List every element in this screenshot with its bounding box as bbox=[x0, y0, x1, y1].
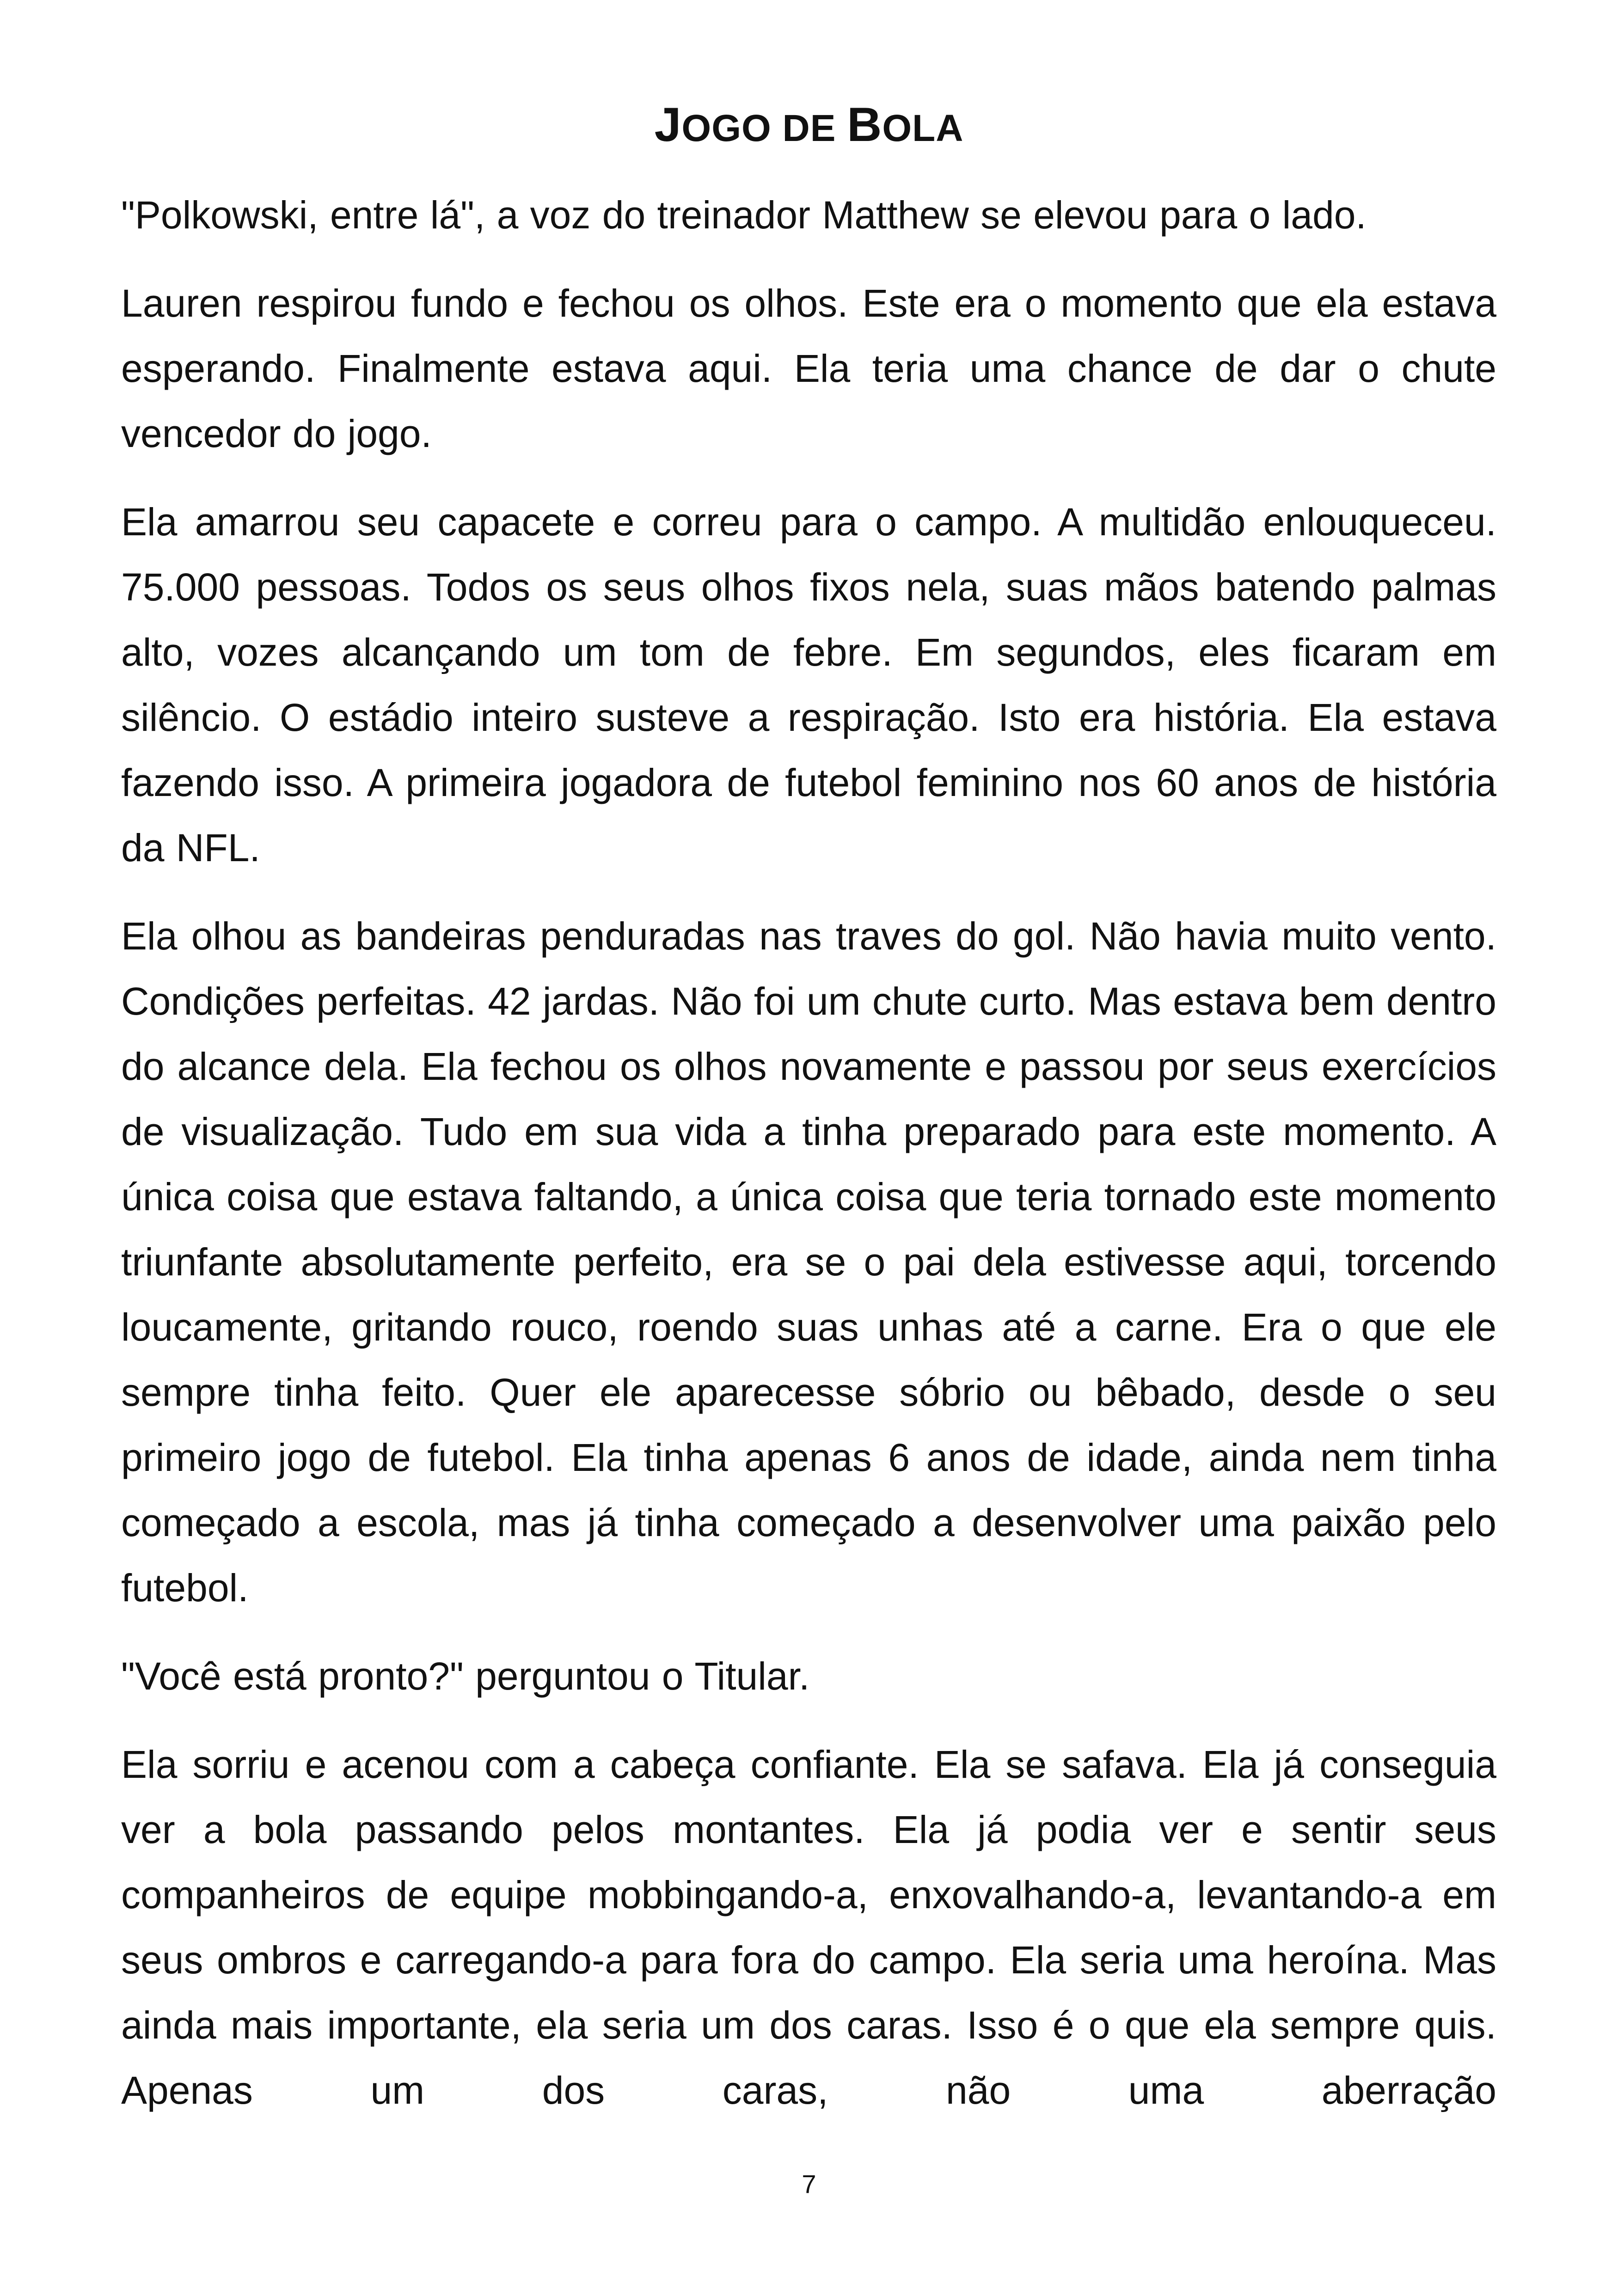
title-smallcaps-1: OGO DE bbox=[681, 107, 847, 149]
paragraph-2: Lauren respirou fundo e fechou os olhos. Este era o momento que ela estava esperando. Finalmente estava aqui. Ela teria uma chance de dar o chute vencedor do jogo. bbox=[121, 282, 1496, 455]
title-initial-b: B bbox=[847, 98, 883, 152]
paragraph-3: Ela amarrou seu capacete e correu para o campo. A multidão enlouqueceu. 75.000 pessoas. Todos os seus olhos fixos nela, suas mãos batendo palmas alto, vozes alcançando um tom de febre. Em segundos, eles ficaram em silêncio. O estádio inteiro susteve a respiração. Isto era história. Ela estava fazendo isso. A primeira jogadora de futebol feminino nos 60 anos de história da NFL. bbox=[121, 500, 1496, 869]
title-smallcaps-2: OLA bbox=[882, 107, 964, 149]
paragraph-4: Ela olhou as bandeiras penduradas nas traves do gol. Não havia muito vento. Condições perfeitas. 42 jardas. Não foi um chute curto. Mas estava bem dentro do alcance dela. Ela fechou os olhos novamente e passou por seus exercícios de visualização. Tudo em sua vida a tinha preparado para este momento. A única coisa que estava faltando, a única coisa que teria tornado este momento triunfante absolutamente perfeito, era se o pai dela estivesse aqui, torcendo loucamente, gritando rouco, roendo suas unhas até a carne. Era o que ele sempre tinha feito. Quer ele aparecesse sóbrio ou bêbado, desde o seu primeiro jogo de futebol. Ela tinha apenas 6 anos de idade, ainda nem tinha começado a escola, mas já tinha começado a desenvolver uma paixão pelo futebol. bbox=[121, 914, 1496, 1610]
chapter-title bbox=[0, 92, 1618, 161]
page-number: 7 bbox=[802, 2169, 816, 2198]
paragraph-6: Ela sorriu e acenou com a cabeça confiante. Ela se safava. Ela já conseguia ver a bola passando pelos montantes. Ela já podia ver e sentir seus companheiros de equipe mobbingando-a, enxovalhando-a, levantando-a em seus ombros e carregando-a para fora do campo. Ela seria uma heroína. Mas ainda mais importante, ela seria um dos caras. Isso é o que ela sempre quis. Apenas um dos caras, não uma aberração bbox=[121, 1743, 1496, 2112]
paragraph-5: "Você está pronto?" perguntou o Titular. bbox=[121, 1654, 810, 1698]
title-initial-j: J bbox=[654, 98, 682, 152]
paragraph-1: "Polkowski, entre lá", a voz do treinador Matthew se elevou para o lado. bbox=[121, 193, 1367, 237]
body-text bbox=[121, 183, 1496, 2123]
